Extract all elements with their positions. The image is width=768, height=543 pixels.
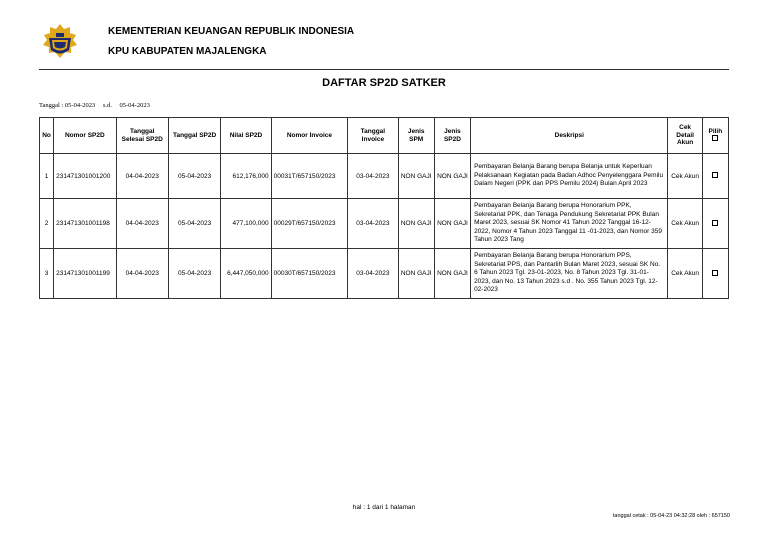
cek-akun-link[interactable]: Cek Akun	[668, 154, 702, 199]
row-select-checkbox[interactable]	[712, 172, 718, 178]
header-deskripsi: Deskripsi	[471, 118, 668, 154]
header-nomor-invoice: Nomor Invoice	[271, 118, 348, 154]
cek-akun-link[interactable]: Cek Akun	[668, 249, 702, 299]
header-pilih-label: Pilih	[708, 127, 723, 135]
cell-deskripsi: Pembayaran Belanja Barang berupa Belanja untuk Keperluan Pelaksanaan Kegiatan pada Badan Adhoc Penyelenggara Pemilu Dalam Negeri (PPK dan PPS Pemilu 2024) Bulan April 2023	[471, 154, 668, 199]
header-cek-detail-akun: Cek Detail Akun	[668, 118, 702, 154]
cell-nomor-sp2d: 231471301001198	[54, 199, 116, 249]
header-divider	[39, 69, 729, 70]
kemenkeu-emblem-icon	[40, 22, 80, 62]
table-row	[40, 154, 729, 199]
cell-tanggal-sp2d: 05-04-2023	[168, 154, 220, 199]
cell-nilai-sp2d: 477,100,000	[221, 199, 271, 249]
date-range-end: 05-04-2023	[119, 102, 150, 109]
cell-jenis-sp2d: NON GAJI	[434, 249, 470, 299]
cell-tanggal-selesai: 04-04-2023	[116, 199, 168, 249]
header-nilai-sp2d: Nilai SP2D	[221, 118, 271, 154]
header-tanggal-invoice: Tanggal Invoice	[348, 118, 398, 154]
date-range-separator: s.d.	[102, 102, 112, 109]
cell-nomor-invoice: 00029T/657150/2023	[271, 199, 348, 249]
cell-no: 1	[40, 154, 54, 199]
cell-no: 2	[40, 199, 54, 249]
cell-deskripsi: Pembayaran Belanja Barang berupa Honorarium PPK, Sekretariat PPK, dan Tenaga Pendukung Sekretariat PPK Bulan Maret 2023, sesuai SK Nomor 41 Tahun 2022 Tanggal 16-12-2022, Nomor 4 Tahun 2023 Tanggal 11 -01-2023, dan Nomor 359 Tahun 2023 Tang	[471, 199, 668, 249]
table-row	[40, 199, 729, 249]
cell-pilih	[702, 249, 728, 299]
cell-pilih	[702, 154, 728, 199]
header-nomor-sp2d: Nomor SP2D	[54, 118, 116, 154]
cell-tanggal-invoice: 03-04-2023	[348, 199, 398, 249]
header-jenis-spm: Jenis SPM	[398, 118, 434, 154]
cell-deskripsi: Pembayaran Belanja Barang berupa Honorarium PPS, Sekretariat PPS, dan Pantarlih Bulan Maret 2023, sesuai SK No. 6 Tahun 2023 Tgl. 23-01-2023, No. 8 Tahun 2023 Tgl. 31-01-2023, dan No. 13 Tahun 2023 s.d . No. 355 Tahun 2023 Tgl. 12-02-2023	[471, 249, 668, 299]
cell-nilai-sp2d: 612,176,000	[221, 154, 271, 199]
cell-jenis-sp2d: NON GAJI	[434, 199, 470, 249]
cell-nomor-invoice: 00030T/657150/2023	[271, 249, 348, 299]
row-select-checkbox[interactable]	[712, 220, 718, 226]
header-pilih	[702, 118, 728, 154]
cell-tanggal-selesai: 04-04-2023	[116, 249, 168, 299]
header-jenis-sp2d: Jenis SP2D	[434, 118, 470, 154]
cell-tanggal-invoice: 03-04-2023	[348, 249, 398, 299]
cell-tanggal-selesai: 04-04-2023	[116, 154, 168, 199]
date-range	[39, 102, 156, 109]
cell-jenis-spm: NON GAJI	[398, 249, 434, 299]
header-tanggal-sp2d: Tanggal SP2D	[168, 118, 220, 154]
cell-nomor-sp2d: 231471301001199	[54, 249, 116, 299]
page-title: DAFTAR SP2D SATKER	[322, 77, 446, 89]
cell-tanggal-sp2d: 05-04-2023	[168, 249, 220, 299]
cell-tanggal-invoice: 03-04-2023	[348, 154, 398, 199]
cek-akun-link[interactable]: Cek Akun	[668, 199, 702, 249]
page-count: hal : 1 dari 1 halaman	[352, 504, 416, 511]
table-header-row	[40, 118, 729, 154]
cell-jenis-spm: NON GAJI	[398, 199, 434, 249]
header-tanggal-selesai: Tanggal Selesai SP2D	[116, 118, 168, 154]
date-range-start: Tanggal : 05-04-2023	[39, 102, 96, 109]
cell-jenis-spm: NON GAJI	[398, 154, 434, 199]
cell-no: 3	[40, 249, 54, 299]
print-timestamp: tanggal cetak : 05-04-23 04:32:28 oleh : 657150	[612, 513, 730, 519]
cell-tanggal-sp2d: 05-04-2023	[168, 199, 220, 249]
office-name: KPU KABUPATEN MAJALENGKA	[108, 46, 267, 57]
cell-jenis-sp2d: NON GAJI	[434, 154, 470, 199]
organization-name: KEMENTERIAN KEUANGAN REPUBLIK INDONESIA	[108, 26, 355, 37]
cell-pilih	[702, 199, 728, 249]
sp2d-table	[39, 117, 729, 299]
cell-nomor-sp2d: 231471301001200	[54, 154, 116, 199]
select-all-checkbox[interactable]	[712, 135, 718, 141]
header-no: No	[40, 118, 54, 154]
table-row	[40, 249, 729, 299]
cell-nilai-sp2d: 6,447,050,000	[221, 249, 271, 299]
row-select-checkbox[interactable]	[712, 270, 718, 276]
cell-nomor-invoice: 00031T/657150/2023	[271, 154, 348, 199]
